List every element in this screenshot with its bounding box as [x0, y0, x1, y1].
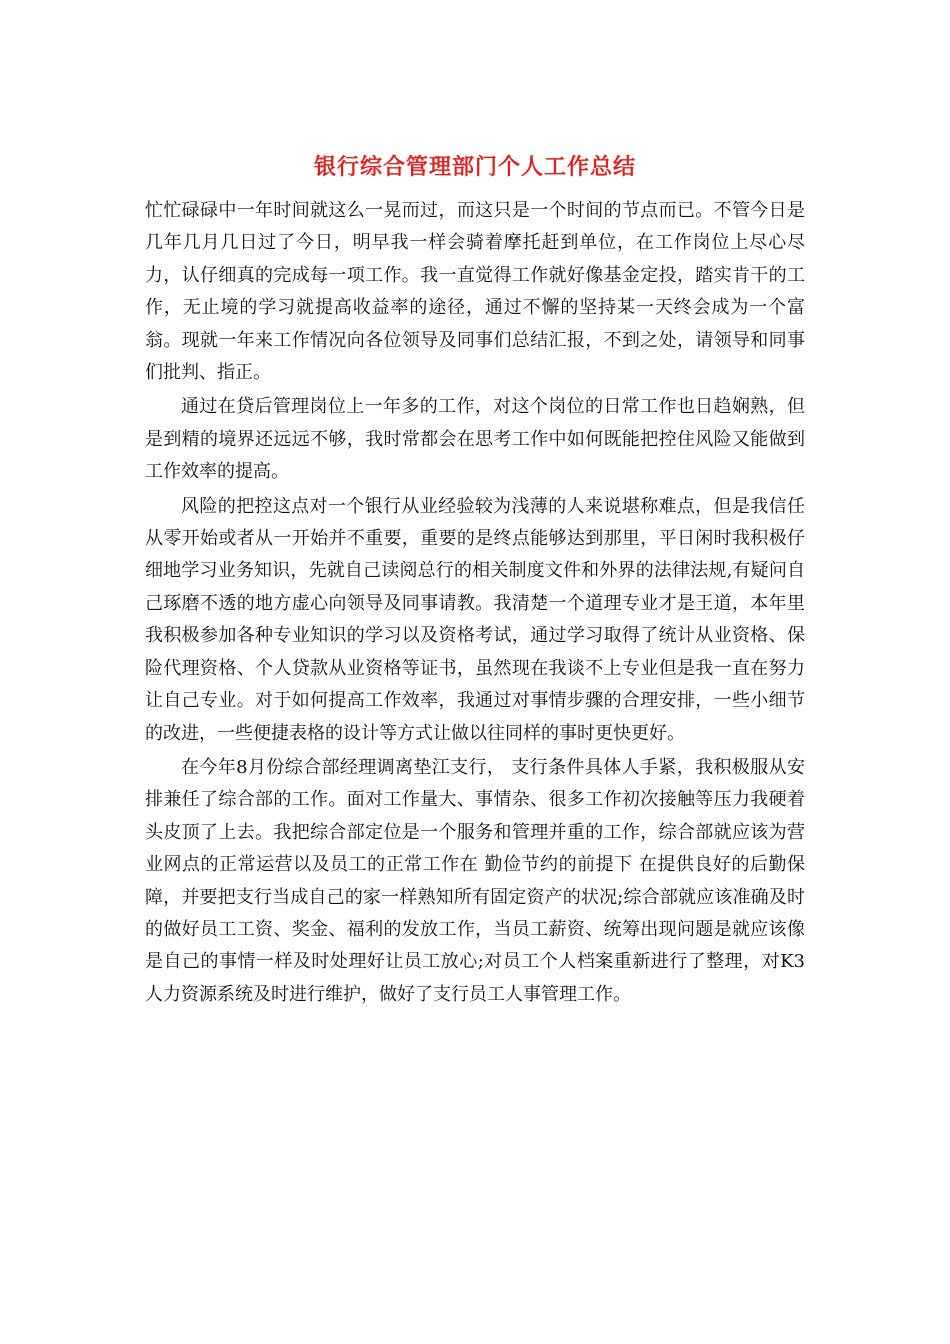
paragraph-post-loan: 通过在贷后管理岗位上一年多的工作，对这个岗位的日常工作也日趋娴熟，但是到精的境界还远远不够，我时常都会在思考工作中如何既能把控住风险又能做到工作效率的提高。 [145, 396, 805, 483]
document-title: 银行综合管理部门个人工作总结 [313, 155, 636, 180]
document-body [145, 195, 805, 1011]
paragraph-intro: 忙忙碌碌中一年时间就这么一晃而过，而这只是一个时间的节点而已。不管今日是几年几月几日过了今日，明早我一样会骑着摩托赶到单位，在工作岗位上尽心尽力，认仔细真的完成每一项工作。我一直觉得工作就好像基金定投，踏实肯干的工作，无止境的学习就提高收益率的途径，通过不懈的坚持某一天终会成为一个富翁。现就一年来工作情况向各位领导及同事们总结汇报，不到之处，请领导和同事们批判、指正。 [145, 200, 805, 384]
paragraph-risk-control: 风险的把控这点对一个银行从业经验较为浅薄的人来说堪称难点，但是我信任从零开始或者从一开始并不重要，重要的是终点能够达到那里，平日闲时我积极仔细地学习业务知识，先就自己读阅总行的相关制度文件和外界的法律法规,有疑问自己琢磨不透的地方虚心向领导及同事请教。我清楚一个道理专业才是王道，本年里我积极参加各种专业知识的学习以及资格考试，通过学习取得了统计从业资格、保险代理资格、个人贷款从业资格等证书，虽然现在我谈不上专业但是我一直在努力让自己专业。对于如何提高工作效率，我通过对事情步骤的合理安排，一些小细节的改进，一些便捷表格的设计等方式让做以往同样的事时更快更好。 [145, 495, 805, 744]
paragraph-admin-dept: 在今年8月份综合部经理调离垫江支行， 支行条件具体人手紧，我积极服从安排兼任了综合部的工作。面对工作量大、事情杂、很多工作初次接触等压力我硬着头皮顶了上去。我把综合部定位是一个服务和管理并重的工作，综合部就应该为营业网点的正常运营以及员工的正常工作在 勤俭节约的前提下 在提供良好的后勤保障，并要把支行当成自己的家一样熟知所有固定资产的状况;综合部就应该准确及时的做好员工工资、奖金、福利的发放工作，当员工薪资、统筹出现问题是就应该像是自己的事情一样及时处理好让员工放心;对员工个人档案重新进行了整理，对K3人力资源系统及时进行维护，做好了支行员工人事管理工作。 [145, 756, 805, 1005]
